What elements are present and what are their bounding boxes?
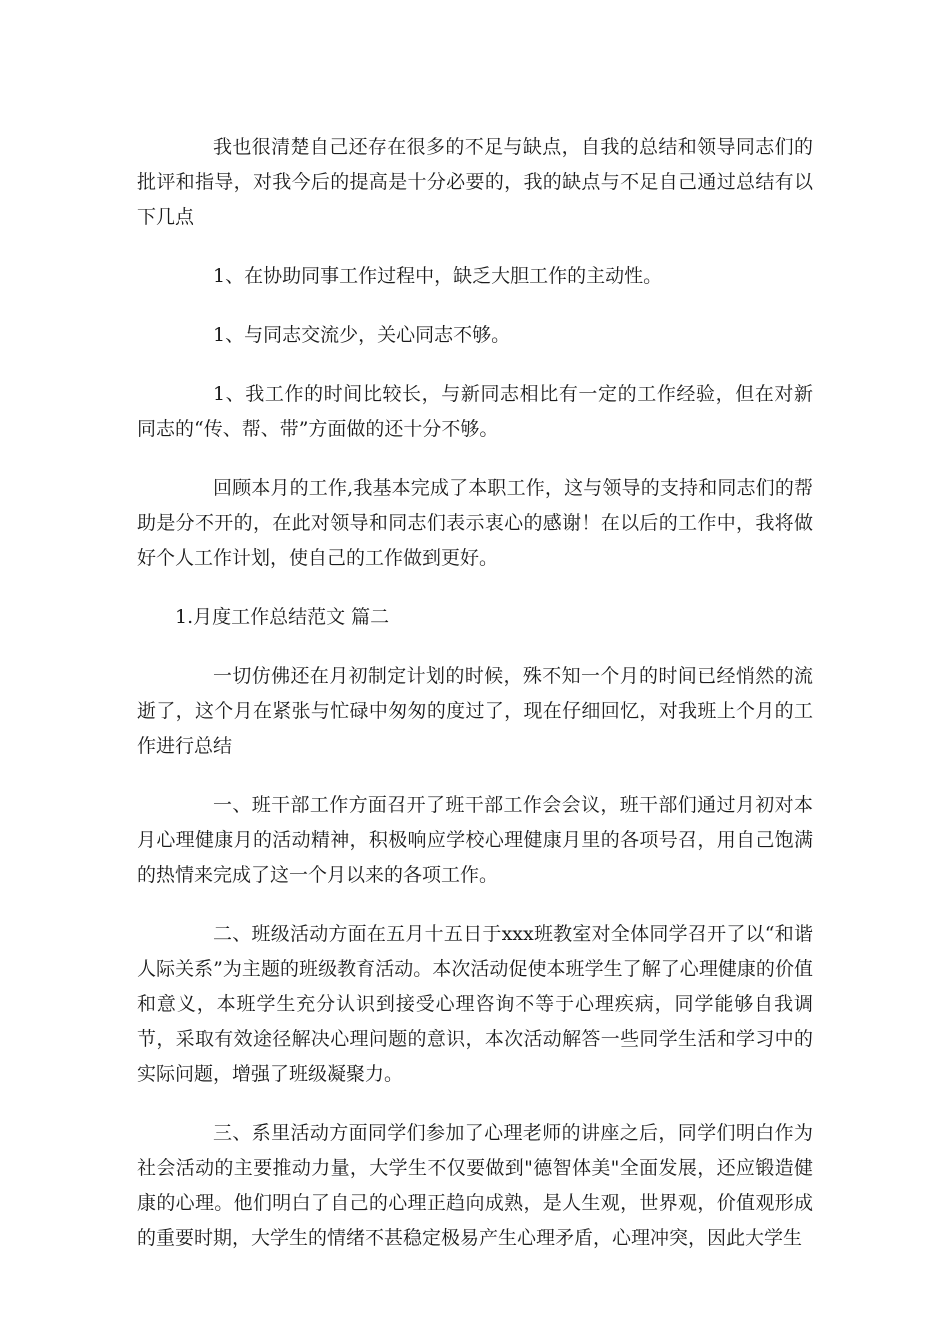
paragraph: 回顾本月的工作,我基本完成了本职工作，这与领导的支持和同志们的帮助是分不开的，在此对领导和同志们表示衷心的感谢！在以后的工作中，我将做好个人工作计划，使自己的工作做到更好。 xyxy=(137,477,813,569)
list-item: 1、我工作的时间比较长，与新同志相比有一定的工作经验，但在对新同志的“传、帮、带”方面做的还十分不够。 xyxy=(137,383,813,440)
paragraph: 二、班级活动方面在五月十五日于xxx班教室对全体同学召开了以“和谐人际关系”为主题的班级教育活动。本次活动促使本班学生了解了心理健康的价值和意义，本班学生充分认识到接受心理咨询不等于心理疾病，同学能够自我调节，采取有效途径解决心理问题的意识，本次活动解答一些同学生活和学习中的实际问题，增强了班级凝聚力。 xyxy=(137,923,813,1085)
list-item: 1、与同志交流少，关心同志不够。 xyxy=(213,324,511,346)
paragraph: 一切仿佛还在月初制定计划的时候，殊不知一个月的时间已经悄然的流逝了，这个月在紧张与忙碌中匆匆的度过了，现在仔细回忆，对我班上个月的工作进行总结 xyxy=(137,665,813,757)
list-item: 1、在协助同事工作过程中，缺乏大胆工作的主动性。 xyxy=(213,265,663,287)
section-heading: 1.月度工作总结范文 篇二 xyxy=(175,606,390,628)
paragraph: 我也很清楚自己还存在很多的不足与缺点，自我的总结和领导同志们的批评和指导，对我今后的提高是十分必要的，我的缺点与不足自己通过总结有以下几点 xyxy=(137,136,813,228)
paragraph: 三、系里活动方面同学们参加了心理老师的讲座之后，同学们明白作为社会活动的主要推动力量，大学生不仅要做到"德智体美"全面发展，还应锻造健康的心理。他们明白了自己的心理正趋向成熟，是人生观，世界观，价值观形成的重要时期，大学生的情绪不甚稳定极易产生心理矛盾，心理冲突，因此大学生 xyxy=(137,1122,813,1249)
paragraph: 一、班干部工作方面召开了班干部工作会会议，班干部们通过月初对本月心理健康月的活动精神，积极响应学校心理健康月里的各项号召，用自己饱满的热情来完成了这一个月以来的各项工作。 xyxy=(137,794,813,886)
document-body xyxy=(137,130,813,1280)
